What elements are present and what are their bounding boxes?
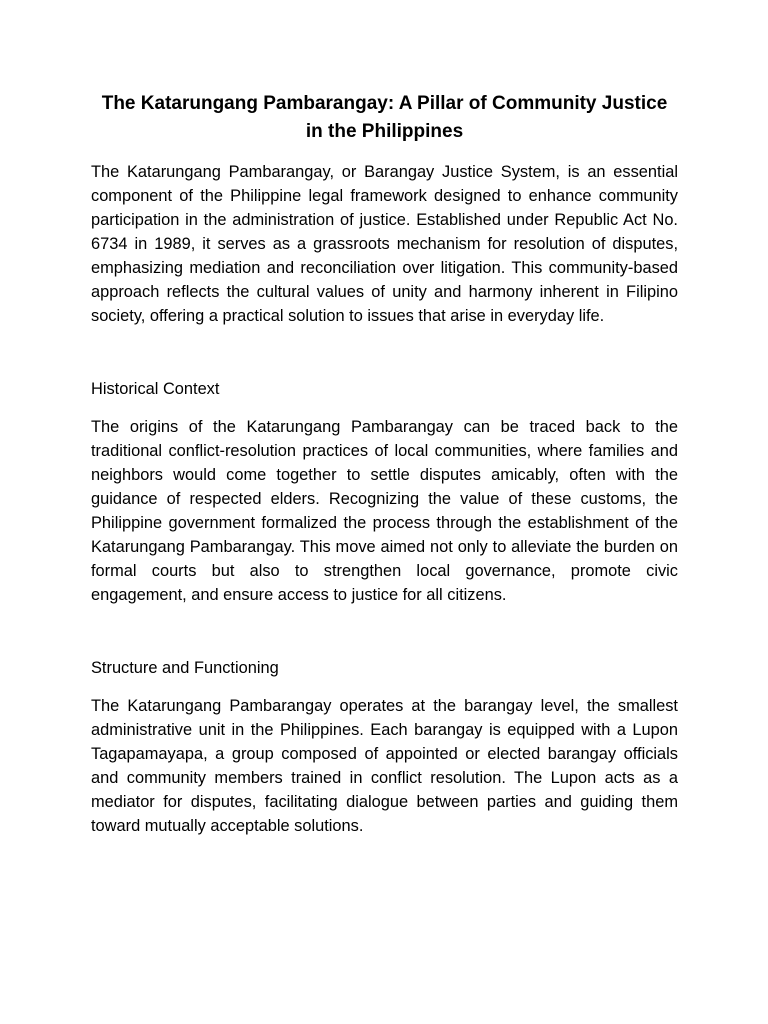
section-heading-structure-and-functioning: Structure and Functioning bbox=[91, 659, 279, 677]
section-body-historical-context: The origins of the Katarungang Pambarangay can be traced back to the traditional conflict-resolution practices of local communities, where families and neighbors would come together to settle disputes amicably, often with the guidance of respected elders. Recognizing the value of these customs, the Philippine government formalized the process through the establishment of the Katarungang Pambarangay. This move aimed not only to alleviate the burden on formal courts but also to strengthen local governance, promote civic engagement, and ensure access to justice for all citizens. bbox=[91, 418, 678, 604]
document-title: The Katarungang Pambarangay: A Pillar of Community Justice in the Philippines bbox=[101, 93, 668, 142]
section-body-structure-and-functioning: The Katarungang Pambarangay operates at the barangay level, the smallest administrative unit in the Philippines. Each barangay is equipped with a Lupon Tagapamayapa, a group composed of appointed or elected barangay officials and community members trained in conflict resolution. The Lupon acts as a mediator for disputes, facilitating dialogue between parties and guiding them toward mutually acceptable solutions. bbox=[91, 697, 678, 835]
intro-paragraph: The Katarungang Pambarangay, or Barangay Justice System, is an essential component of the Philippine legal framework designed to enhance community participation in the administration of justice. Established under Republic Act No. 6734 in 1989, it serves as a grassroots mechanism for resolution of disputes, emphasizing mediation and reconciliation over litigation. This community-based approach reflects the cultural values of unity and harmony inherent in Filipino society, offering a practical solution to issues that arise in everyday life. bbox=[91, 163, 678, 325]
section-heading-historical-context: Historical Context bbox=[91, 380, 220, 398]
